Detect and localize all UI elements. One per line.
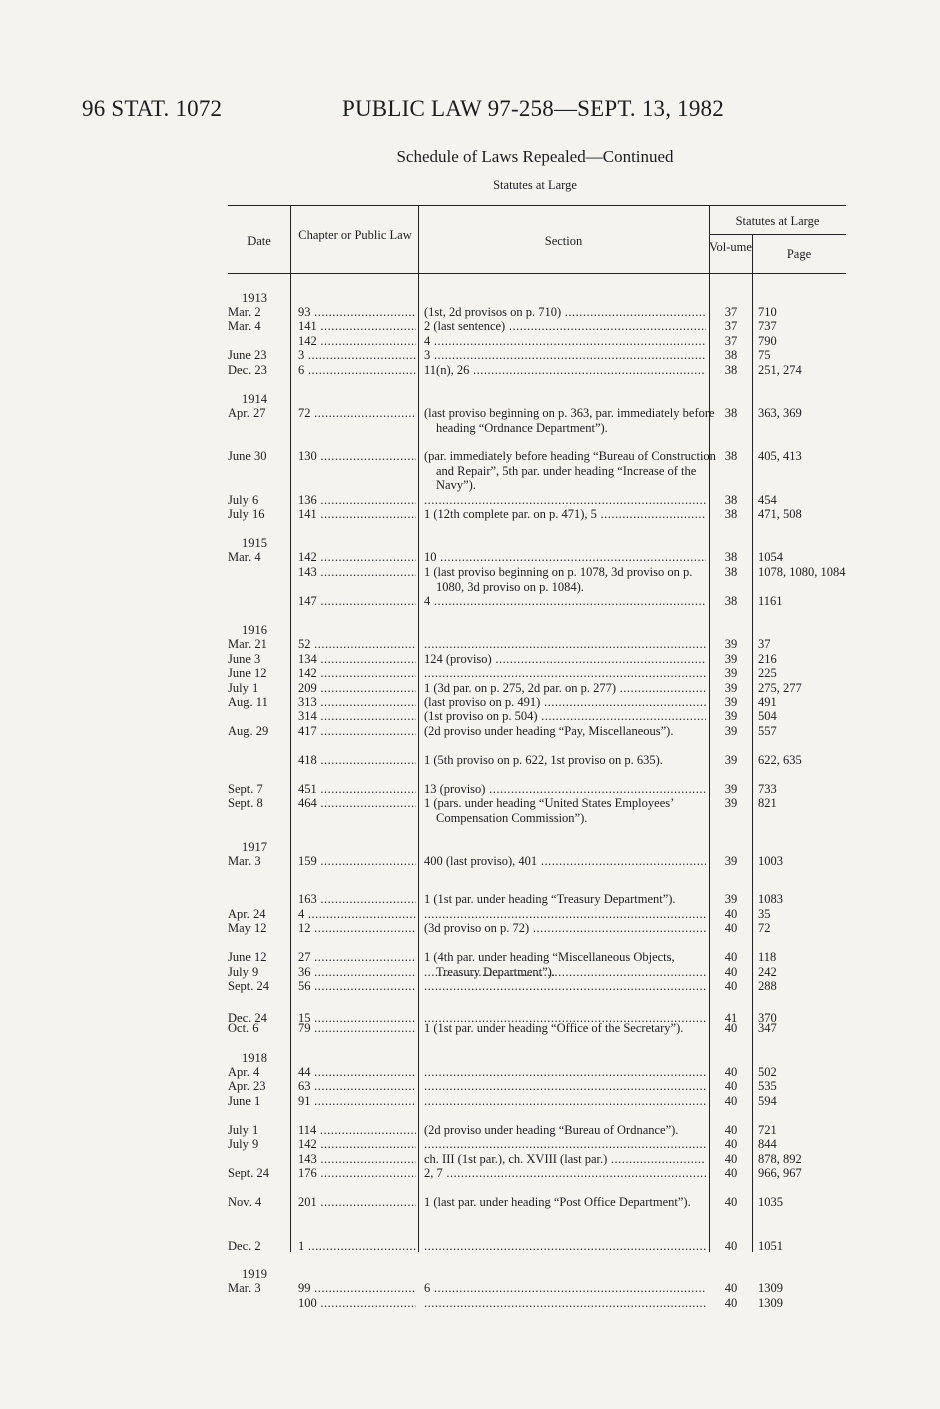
volume-cell: 39: [724, 782, 738, 796]
section-cell: 4 .....: [424, 334, 706, 349]
volume-cell: 39: [724, 637, 738, 651]
volume-cell: 39: [724, 709, 738, 723]
section-cell: 1 (pars. under heading “United States Employees’ Compensation Commission”).: [424, 796, 674, 825]
chapter-cell: 6 .....: [298, 363, 416, 378]
section-leader: [424, 493, 706, 508]
section-cell: 11(n), 26 .....: [424, 363, 706, 378]
page-cell: 821: [758, 796, 777, 810]
chapter-cell: 100 .....: [298, 1296, 416, 1311]
volume-cell: 37: [724, 305, 738, 319]
volume-cell: 40: [724, 1239, 738, 1253]
date-cell: Mar. 4: [228, 319, 261, 333]
date-cell: Sept. 24: [228, 1166, 269, 1180]
page-cell: 454: [758, 493, 777, 507]
page-cell: 75: [758, 348, 771, 362]
repealed-laws-table: [228, 205, 846, 1310]
volume-cell: 40: [724, 921, 738, 935]
page-cell: 363, 369: [758, 406, 802, 420]
date-cell: July 9: [228, 965, 259, 979]
section-cell: (3d proviso on p. 72) .....: [424, 921, 706, 936]
chapter-cell: 79 .....: [298, 1021, 416, 1036]
col-header-section: Section: [544, 234, 583, 248]
section-cell: (1st proviso on p. 504) .....: [424, 709, 706, 724]
volume-cell: 39: [724, 753, 738, 767]
volume-cell: 39: [724, 796, 738, 810]
col-header-date: Date: [247, 234, 271, 248]
date-cell: Apr. 23: [228, 1079, 266, 1093]
date-cell: Aug. 29: [228, 724, 269, 738]
volume-cell: 41: [724, 1011, 738, 1025]
section-leader: [424, 1079, 706, 1094]
page-cell: 1054: [758, 550, 783, 564]
volume-cell: 40: [724, 1166, 738, 1180]
section-leader: [424, 1296, 706, 1311]
chapter-cell: 15 .....: [298, 1011, 416, 1026]
volume-cell: 39: [724, 724, 738, 738]
chapter-cell: 91 .....: [298, 1094, 416, 1109]
section-cell: 10 .....: [424, 550, 706, 565]
section-cell: 3 .....: [424, 348, 706, 363]
section-cell: 6 .....: [424, 1281, 706, 1296]
section-cell: (2d proviso under heading “Bureau of Ordnance”).: [424, 1123, 679, 1137]
date-cell: Mar. 21: [228, 637, 267, 651]
date-cell: Dec. 2: [228, 1239, 261, 1253]
date-cell: Dec. 23: [228, 363, 267, 377]
chapter-cell: 93 .....: [298, 305, 416, 320]
year-label: 1916: [242, 623, 267, 637]
volume-cell: 38: [724, 565, 738, 579]
col-header-volume: Vol-ume: [709, 240, 752, 254]
section-cell: 400 (last proviso), 401 .....: [424, 854, 706, 869]
volume-cell: 40: [724, 1296, 738, 1310]
section-cell: 1 (last proviso beginning on p. 1078, 3d proviso on p. 1080, 3d proviso on p. 1084).: [424, 565, 693, 594]
page-cell: 1309: [758, 1281, 783, 1295]
section-cell: (1st, 2d provisos on p. 710) .....: [424, 305, 706, 320]
volume-cell: 40: [724, 1281, 738, 1295]
section-leader: [424, 666, 706, 681]
chapter-cell: 147 .....: [298, 594, 416, 609]
chapter-cell: 417 .....: [298, 724, 416, 739]
chapter-cell: 451 .....: [298, 782, 416, 797]
chapter-cell: 36 .....: [298, 965, 416, 980]
volume-cell: 38: [724, 348, 738, 362]
date-cell: Nov. 4: [228, 1195, 262, 1209]
section-cell: 4 .....: [424, 594, 706, 609]
date-cell: Apr. 24: [228, 907, 266, 921]
page-cell: 1051: [758, 1239, 783, 1253]
page-cell: 710: [758, 305, 777, 319]
date-cell: July 6: [228, 493, 259, 507]
chapter-cell: 142 .....: [298, 334, 416, 349]
volume-cell: 38: [724, 406, 738, 420]
date-cell: June 3: [228, 652, 261, 666]
year-label: 1917: [242, 840, 267, 854]
date-cell: Mar. 2: [228, 305, 261, 319]
date-cell: May 12: [228, 921, 267, 935]
page-cell: 844: [758, 1137, 777, 1151]
page-cell: 275, 277: [758, 681, 802, 695]
date-cell: June 1: [228, 1094, 261, 1108]
page-cell: 966, 967: [758, 1166, 802, 1180]
chapter-cell: 176 .....: [298, 1166, 416, 1181]
page-cell: 557: [758, 724, 777, 738]
page-cell: 35: [758, 907, 771, 921]
statutes-group-rule: [709, 234, 846, 235]
col-header-statutes: Statutes at Large: [735, 214, 820, 228]
column-divider-volume: [752, 234, 753, 1252]
section-leader: [424, 1239, 706, 1254]
year-label: 1913: [242, 291, 267, 305]
date-cell: Sept. 24: [228, 979, 269, 993]
chapter-cell: 72 .....: [298, 406, 416, 421]
chapter-cell: 3 .....: [298, 348, 416, 363]
chapter-cell: 143 .....: [298, 1152, 416, 1167]
page-cell: 216: [758, 652, 777, 666]
chapter-cell: 99 .....: [298, 1281, 416, 1296]
page-cell: 370: [758, 1011, 777, 1025]
volume-cell: 38: [724, 363, 738, 377]
page-subtitle: Statutes at Large: [493, 178, 577, 192]
date-cell: Aug. 11: [228, 695, 268, 709]
section-leader: [424, 965, 706, 980]
section-leader: [424, 1011, 706, 1026]
volume-cell: 39: [724, 892, 738, 906]
table-top-rule: [228, 205, 846, 206]
section-cell: (last proviso on p. 491) .....: [424, 695, 706, 710]
page-cell: 242: [758, 965, 777, 979]
page-cell: 491: [758, 695, 777, 709]
section-leader: [424, 637, 706, 652]
chapter-cell: 201 .....: [298, 1195, 416, 1210]
page-cell: 471, 508: [758, 507, 802, 521]
volume-cell: 37: [724, 319, 738, 333]
chapter-cell: 142 .....: [298, 666, 416, 681]
page-cell: 502: [758, 1065, 777, 1079]
chapter-cell: 27 .....: [298, 950, 416, 965]
col-header-chapter: Chapter or Public Law: [298, 228, 412, 242]
year-label: 1919: [242, 1267, 267, 1281]
volume-cell: 40: [724, 907, 738, 921]
page-cell: 1083: [758, 892, 783, 906]
page-cell: 405, 413: [758, 449, 802, 463]
section-leader: [424, 1094, 706, 1109]
volume-cell: 39: [724, 854, 738, 868]
date-cell: July 1: [228, 1123, 259, 1137]
col-header-page: Page: [786, 247, 812, 261]
chapter-cell: 313 .....: [298, 695, 416, 710]
page-cell: 878, 892: [758, 1152, 802, 1166]
date-cell: June 12: [228, 950, 267, 964]
date-cell: July 1: [228, 681, 259, 695]
date-cell: July 16: [228, 507, 265, 521]
law-reference: PUBLIC LAW 97-258—SEPT. 13, 1982: [342, 96, 724, 121]
header-bottom-rule: [228, 273, 846, 274]
chapter-cell: 418 .....: [298, 753, 416, 768]
year-label: 1914: [242, 392, 267, 406]
section-cell: 2 (last sentence) .....: [424, 319, 706, 334]
page-cell: 251, 274: [758, 363, 802, 377]
volume-cell: 40: [724, 950, 738, 964]
section-cell: 1 (4th par. under heading “Miscellaneous Objects, Treasury Department”).: [424, 950, 675, 979]
volume-cell: 38: [724, 449, 738, 463]
section-cell: (last proviso beginning on p. 363, par. immediately before heading “Ordnance Department”).: [424, 406, 715, 435]
volume-cell: 38: [724, 493, 738, 507]
chapter-cell: 143 .....: [298, 565, 416, 580]
section-cell: 1 (3d par. on p. 275, 2d par. on p. 277) .....: [424, 681, 706, 696]
volume-cell: 37: [724, 334, 738, 348]
section-cell: (par. immediately before heading “Bureau of Construction and Repair”, 5th par. under heading “Increase of the Navy”).: [424, 449, 716, 492]
section-leader: [424, 907, 706, 922]
volume-cell: 40: [724, 1195, 738, 1209]
page-cell: 733: [758, 782, 777, 796]
section-cell: 2, 7 .....: [424, 1166, 706, 1181]
date-cell: July 9: [228, 1137, 259, 1151]
date-cell: Apr. 4: [228, 1065, 260, 1079]
date-cell: Mar. 3: [228, 1281, 261, 1295]
page-title: Schedule of Laws Repealed—Continued: [396, 147, 674, 166]
date-cell: Sept. 7: [228, 782, 263, 796]
volume-cell: 38: [724, 594, 738, 608]
chapter-cell: 63 .....: [298, 1079, 416, 1094]
section-leader: [424, 1065, 706, 1080]
volume-cell: 40: [724, 1152, 738, 1166]
chapter-cell: 142 .....: [298, 550, 416, 565]
chapter-cell: 114 .....: [298, 1123, 416, 1138]
chapter-cell: 141 .....: [298, 507, 416, 522]
date-cell: June 12: [228, 666, 267, 680]
page-cell: 535: [758, 1079, 777, 1093]
page-cell: 1309: [758, 1296, 783, 1310]
chapter-cell: 159 .....: [298, 854, 416, 869]
chapter-cell: 464 .....: [298, 796, 416, 811]
volume-cell: 40: [724, 1079, 738, 1093]
date-cell: Oct. 6: [228, 1021, 259, 1035]
volume-cell: 40: [724, 979, 738, 993]
volume-cell: 39: [724, 695, 738, 709]
volume-cell: 39: [724, 666, 738, 680]
chapter-cell: 12 .....: [298, 921, 416, 936]
volume-cell: 38: [724, 507, 738, 521]
page-cell: 622, 635: [758, 753, 802, 767]
chapter-cell: 141 .....: [298, 319, 416, 334]
date-cell: Mar. 4: [228, 550, 261, 564]
section-cell: 1 (5th proviso on p. 622, 1st proviso on p. 635).: [424, 753, 663, 767]
section-leader: [424, 979, 706, 994]
page-cell: 504: [758, 709, 777, 723]
date-cell: Sept. 8: [228, 796, 263, 810]
volume-cell: 40: [724, 1137, 738, 1151]
page-cell: 288: [758, 979, 777, 993]
chapter-cell: 314 .....: [298, 709, 416, 724]
page-cell: 1078, 1080, 1084: [758, 565, 846, 579]
date-cell: Mar. 3: [228, 854, 261, 868]
chapter-cell: 1 .....: [298, 1239, 416, 1254]
section-cell: 1 (12th complete par. on p. 471), 5 .....: [424, 507, 706, 522]
page-cell: 72: [758, 921, 771, 935]
page-cell: 37: [758, 637, 771, 651]
section-cell: 1 (1st par. under heading “Treasury Department”).: [424, 892, 676, 906]
volume-cell: 40: [724, 1123, 738, 1137]
chapter-cell: 52 .....: [298, 637, 416, 652]
chapter-cell: 142 .....: [298, 1137, 416, 1152]
section-cell: ch. III (1st par.), ch. XVIII (last par.) .....: [424, 1152, 706, 1167]
chapter-cell: 44 .....: [298, 1065, 416, 1080]
chapter-cell: 136 .....: [298, 493, 416, 508]
section-cell: 13 (proviso) .....: [424, 782, 706, 797]
date-cell: June 23: [228, 348, 267, 362]
section-cell: 1 (last par. under heading “Post Office Department”).: [424, 1195, 691, 1209]
date-cell: June 30: [228, 449, 267, 463]
page-cell: 737: [758, 319, 777, 333]
volume-cell: 40: [724, 1094, 738, 1108]
section-cell: (2d proviso under heading “Pay, Miscellaneous”).: [424, 724, 674, 738]
date-cell: Apr. 27: [228, 406, 266, 420]
section-cell: 1 (1st par. under heading “Office of the Secretary”).: [424, 1021, 684, 1035]
volume-cell: 40: [724, 1021, 738, 1035]
stat-reference: 96 STAT. 1072: [82, 96, 223, 121]
volume-cell: 39: [724, 652, 738, 666]
page-cell: 1035: [758, 1195, 783, 1209]
page-cell: 347: [758, 1021, 777, 1035]
date-cell: Dec. 24: [228, 1011, 267, 1025]
year-label: 1915: [242, 536, 267, 550]
chapter-cell: 163 .....: [298, 892, 416, 907]
chapter-cell: 130 .....: [298, 449, 416, 464]
page-cell: 721: [758, 1123, 777, 1137]
year-label: 1918: [242, 1051, 267, 1065]
chapter-cell: 209 .....: [298, 681, 416, 696]
page-cell: 225: [758, 666, 777, 680]
page-cell: 594: [758, 1094, 777, 1108]
volume-cell: 40: [724, 965, 738, 979]
volume-cell: 40: [724, 1065, 738, 1079]
section-leader: [424, 1137, 706, 1152]
chapter-cell: 56 .....: [298, 979, 416, 994]
chapter-cell: 134 .....: [298, 652, 416, 667]
page-cell: 118: [758, 950, 777, 964]
section-cell: 124 (proviso) .....: [424, 652, 706, 667]
page-cell: 1003: [758, 854, 783, 868]
column-divider-date: [290, 205, 291, 1252]
column-divider-chapter: [418, 205, 419, 1252]
chapter-cell: 4 .....: [298, 907, 416, 922]
volume-cell: 38: [724, 550, 738, 564]
volume-cell: 39: [724, 681, 738, 695]
page-cell: 1161: [758, 594, 783, 608]
page-cell: 790: [758, 334, 777, 348]
